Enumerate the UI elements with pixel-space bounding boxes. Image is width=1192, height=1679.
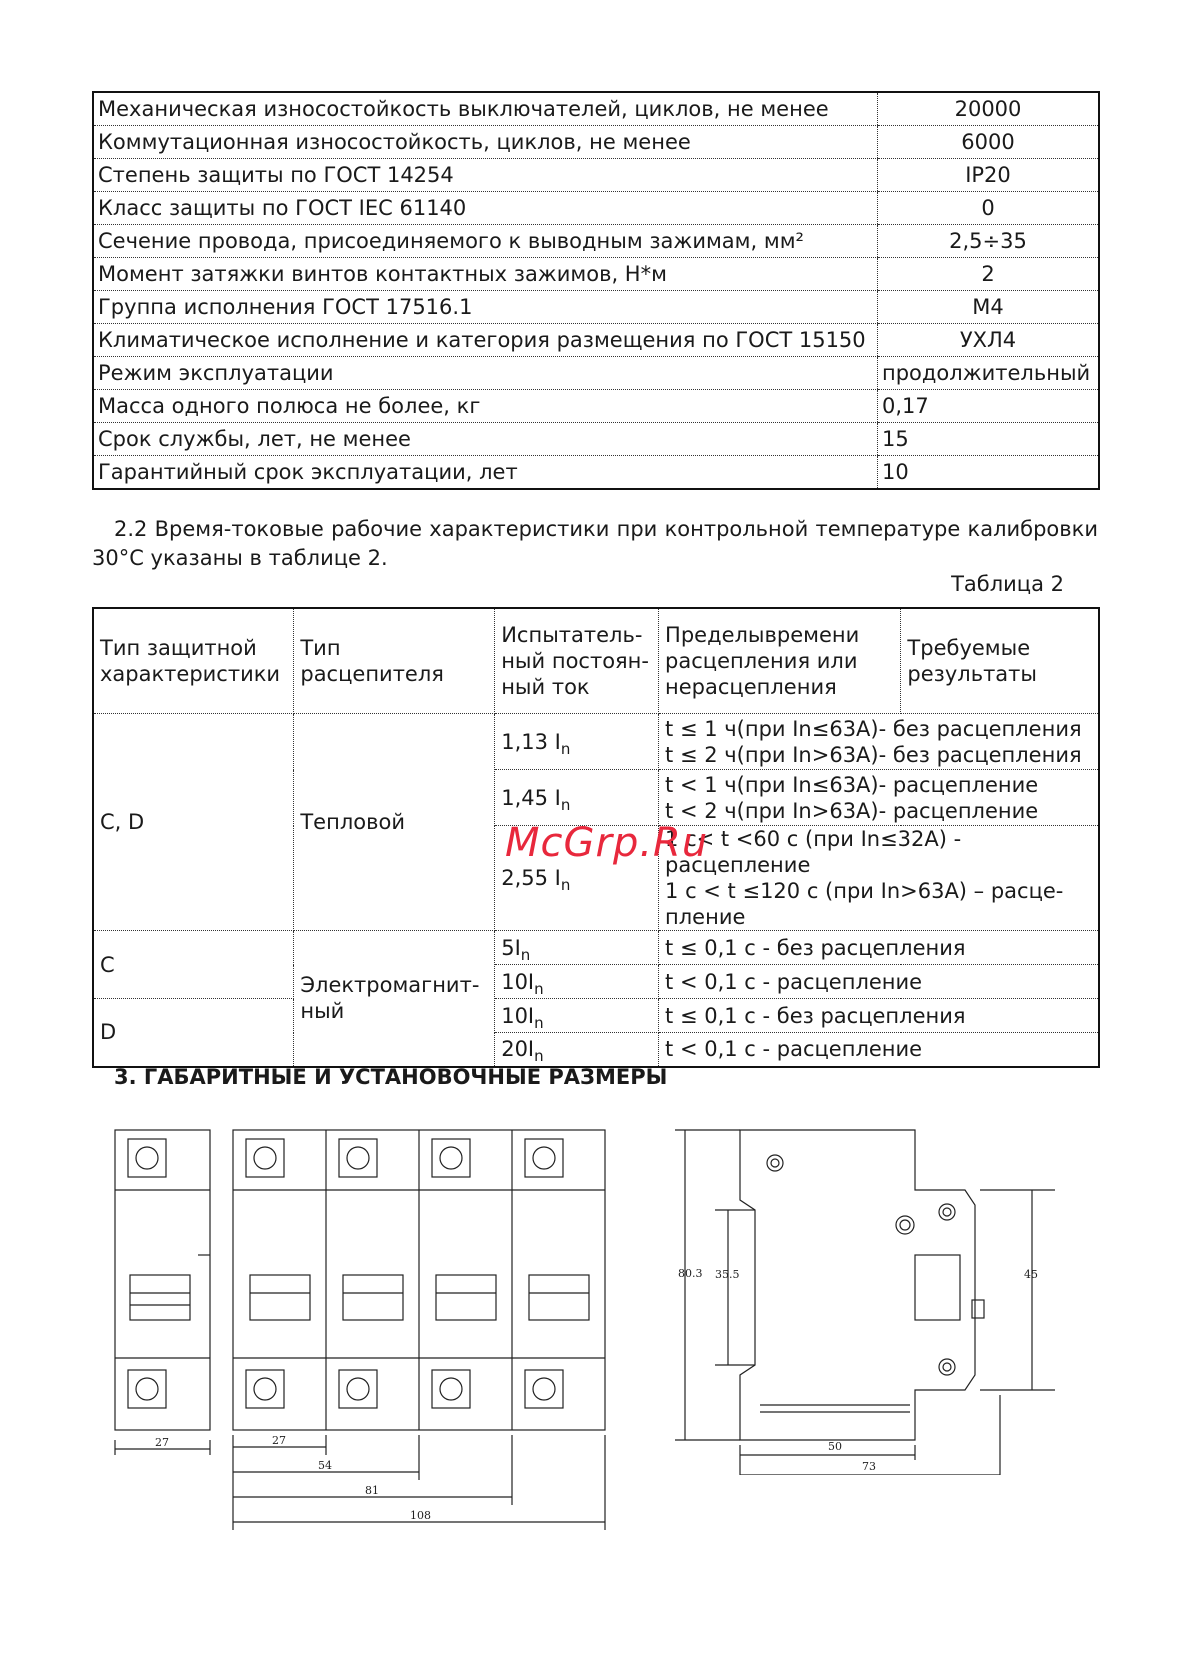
electromagnetic-release: Электромагнит-ный [294, 931, 495, 1067]
table-row [93, 159, 1099, 192]
param-name: Момент затяжки винтов контактных зажимов, Н*м [93, 258, 878, 291]
dim-81: 81 [365, 1484, 379, 1497]
table-row [93, 225, 1099, 258]
param-name: Коммутационная износостойкость, циклов, не менее [93, 126, 878, 159]
time-limits: t ≤ 1 ч(при In≤63A)- без расцепления t ≤ 2 ч(при In>63A)- без расцепления [659, 714, 1099, 770]
header-char-type: Тип защитной характеристики [93, 608, 294, 714]
time-limits: t ≤ 0,1 с - без расцепления [659, 999, 1099, 1033]
test-current: $10I_n$ [495, 965, 659, 999]
single-pole-body [115, 1130, 210, 1430]
front-view-drawing [100, 1115, 620, 1535]
dim-27-single: 27 [155, 1436, 169, 1449]
dim-108: 108 [410, 1509, 431, 1522]
table-row [93, 324, 1099, 357]
param-name: Класс защиты по ГОСТ IEC 61140 [93, 192, 878, 225]
test-current: 1,13 $I_n$ [495, 714, 659, 770]
watermark: McGrp.Ru [505, 820, 709, 866]
param-value: 0,17 [878, 390, 1100, 423]
param-value: продолжительный [878, 357, 1100, 390]
table-row [93, 92, 1099, 126]
group-d: D [93, 999, 294, 1067]
param-name: Режим эксплуатации [93, 357, 878, 390]
param-name: Масса одного полюса не более, кг [93, 390, 878, 423]
table-row [93, 357, 1099, 390]
param-value: 6000 [878, 126, 1100, 159]
table-row [93, 126, 1099, 159]
param-value: 20000 [878, 92, 1100, 126]
param-name: Климатическое исполнение и категория размещения по ГОСТ 15150 [93, 324, 878, 357]
param-value: 15 [878, 423, 1100, 456]
dim-80-3: 80.3 [678, 1267, 703, 1280]
param-value: 0 [878, 192, 1100, 225]
dim-50: 50 [828, 1440, 842, 1453]
table-row [93, 258, 1099, 291]
param-value: М4 [878, 291, 1100, 324]
table-row [93, 931, 1099, 965]
table-row [93, 714, 1099, 770]
table-row [93, 192, 1099, 225]
thermal-release: Тепловой [294, 714, 495, 931]
table2-caption: Таблица 2 [951, 572, 1064, 596]
time-limits: t < 0,1 с - расцепление [659, 965, 1099, 999]
table2-header-row [93, 608, 1099, 714]
param-name: Сечение провода, присоединяемого к выводным зажимам, мм² [93, 225, 878, 258]
dim-73: 73 [862, 1460, 876, 1473]
header-release-type: Тип расцепителя [294, 608, 495, 714]
time-limits: t < 0,1 с - расцепление [659, 1033, 1099, 1067]
specs-table [92, 91, 1100, 490]
table-row [93, 390, 1099, 423]
table-row [93, 456, 1099, 490]
param-value: 2 [878, 258, 1100, 291]
header-test-current: Испытатель-ный постоян-ный ток [495, 608, 659, 714]
header-time-limits: Пределывремени расцепления или нерасцепления [659, 608, 901, 714]
param-name: Срок службы, лет, не менее [93, 423, 878, 456]
param-value: УХЛ4 [878, 324, 1100, 357]
group-cd: C, D [93, 714, 294, 931]
table-row [93, 999, 1099, 1033]
section3-title: 3. ГАБАРИТНЫЕ И УСТАНОВОЧНЫЕ РАЗМЕРЫ [114, 1065, 668, 1089]
paragraph-2-2: 2.2 Время-токовые рабочие характеристики при контрольной температуре калибровки 30°С указаны в таблице 2. [92, 517, 1098, 570]
test-current: $5I_n$ [495, 931, 659, 965]
dim-54: 54 [318, 1459, 332, 1472]
param-name: Степень защиты по ГОСТ 14254 [93, 159, 878, 192]
table-row [93, 423, 1099, 456]
param-name: Механическая износостойкость выключателей, циклов, не менее [93, 92, 878, 126]
test-current: 2,55 $I_n$ [495, 826, 659, 931]
param-value: 10 [878, 456, 1100, 490]
breaker-profile [740, 1130, 975, 1440]
time-limits: t < 1 ч(при In≤63A)- расцепление t < 2 ч(при In>63A)- расцепление [659, 770, 1099, 826]
test-current: $10I_n$ [495, 999, 659, 1033]
test-current: 1,45 $I_n$ [495, 770, 659, 826]
param-name: Группа исполнения ГОСТ 17516.1 [93, 291, 878, 324]
table-row [93, 291, 1099, 324]
side-view-drawing [660, 1115, 1080, 1475]
header-results: Требуемые результаты [901, 608, 1099, 714]
param-value: IP20 [878, 159, 1100, 192]
group-c: C [93, 931, 294, 999]
test-current: $20I_n$ [495, 1033, 659, 1067]
dim-45: 45 [1024, 1268, 1038, 1281]
dim-35-5: 35.5 [715, 1268, 740, 1281]
time-limits: t ≤ 0,1 с - без расцепления [659, 931, 1099, 965]
param-name: Гарантийный срок эксплуатации, лет [98, 460, 518, 484]
param-value: 2,5÷35 [878, 225, 1100, 258]
dim-27: 27 [272, 1434, 286, 1447]
time-limits: 1 с< t <60 с (при In≤32A) - расцепление 1 с < t ≤120 с (при In>63A) – расце- пление [659, 826, 1099, 931]
